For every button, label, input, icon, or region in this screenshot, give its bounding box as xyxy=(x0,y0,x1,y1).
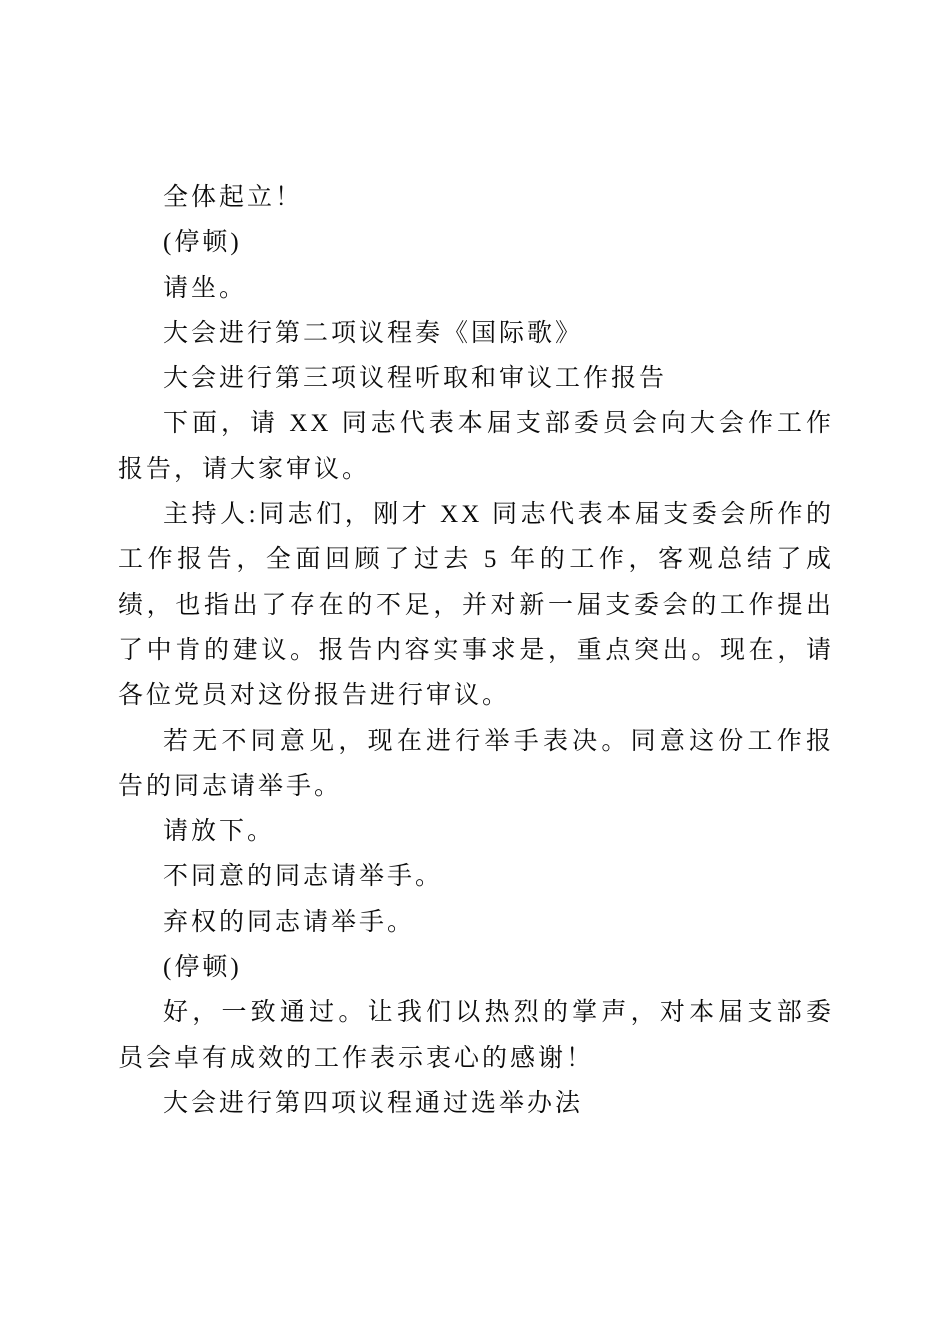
paragraph: 全体起立！ xyxy=(163,184,304,211)
paragraph: 下面，请 XX 同志代表本届支部委员会向大会作工作报告，请大家审议。 xyxy=(118,410,834,483)
paragraph: 请放下。 xyxy=(163,818,276,846)
paragraph: 大会进行第二项议程奏《国际歌》 xyxy=(163,319,584,347)
paragraph: 大会进行第四项议程通过选举办法 xyxy=(163,1089,584,1117)
paragraph: 请坐。 xyxy=(163,274,248,302)
paragraph: 不同意的同志请举手。 xyxy=(163,863,444,891)
paragraph: 好，一致通过。让我们以热烈的掌声，对本届支部委员会卓有成效的工作表示衷心的感谢！ xyxy=(118,999,834,1072)
paragraph: (停顿) xyxy=(163,229,242,257)
paragraph: 若无不同意见，现在进行举手表决。同意这份工作报告的同志请举手。 xyxy=(118,727,834,800)
paragraph: (停顿) xyxy=(163,954,242,982)
paragraph: 弃权的同志请举手。 xyxy=(163,908,416,936)
paragraph: 大会进行第三项议程听取和审议工作报告 xyxy=(163,365,668,393)
paragraph: 主持人:同志们，刚才 XX 同志代表本届支委会所作的工作报告，全面回顾了过去 5 年的工作，客观总结了成绩，也指出了存在的不足，并对新一届支委会的工作提出了中肯的建议。报告内容实事求是，重点突出。现在，请各位党员对这份报告进行审议。 xyxy=(118,501,834,710)
document-text-block xyxy=(118,175,834,1126)
